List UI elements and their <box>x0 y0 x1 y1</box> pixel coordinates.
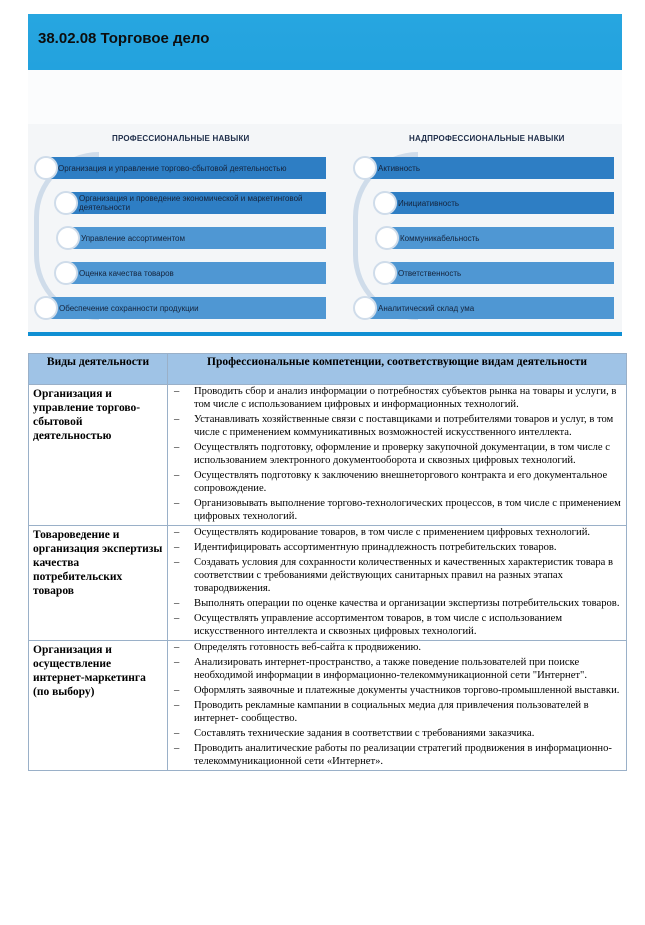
skill-bullet-icon <box>353 296 377 320</box>
professional-skill-label: Оценка качества товаров <box>79 268 174 278</box>
competency-item: – Составлять технические задания в соответствии с требованиями заказчика. <box>172 727 626 740</box>
competencies-cell <box>168 526 627 641</box>
competency-item: – Осуществлять подготовку, оформление и проверку закупочной документации, в том числе с использованием электронного документооборота и сквозных цифровых технологий. <box>172 441 626 467</box>
supra-skill-label: Коммуникабельность <box>400 233 480 243</box>
supra-skill-label: Аналитический склад ума <box>378 303 475 313</box>
competency-item: – Проводить рекламные кампании в социальных медиа для привлечения пользователей в интернет- сообщество. <box>172 699 626 725</box>
competency-item: – Идентифицировать ассортиментную принадлежность потребительских товаров. <box>172 541 626 554</box>
skill-bullet-icon <box>56 226 80 250</box>
competency-item: – Создавать условия для сохранности количественных и качественных характеристик товара в соответствии с требованиями действующих санитарных правил на разных этапах товародвижения. <box>172 556 626 595</box>
banner-blank-strip <box>28 70 622 124</box>
competency-item: – Проводить аналитические работы по реализации стратегий продвижения в информационно-телекоммуникационной сети «Интернет». <box>172 742 626 768</box>
table-row <box>29 641 627 771</box>
competency-item: – Оформлять заявочные и платежные документы участников торгово-промышленной выставки. <box>172 684 626 697</box>
competency-list <box>172 385 626 523</box>
skill-bullet-icon <box>353 156 377 180</box>
supra-skill-label: Ответственность <box>398 268 462 278</box>
professional-skill-label: Организация и управление торгово-сбытовой деятельностью <box>58 163 287 173</box>
professional-skill-bar <box>66 262 326 284</box>
activity-cell: Организация и осуществление интернет-маркетинга (по выбору) <box>29 641 168 771</box>
competencies-cell <box>168 385 627 526</box>
professional-skill-label: Управление ассортиментом <box>81 233 185 243</box>
skill-bullet-icon <box>34 156 58 180</box>
skills-banner <box>28 14 622 336</box>
skill-bullet-icon <box>54 191 78 215</box>
professional-skill-bar <box>66 192 326 214</box>
competencies-cell <box>168 641 627 771</box>
table-header-row <box>29 354 627 385</box>
competency-item: – Осуществлять подготовку к заключению внешнеторгового контракта и его документальное сопровождение. <box>172 469 626 495</box>
competency-item: – Осуществлять управление ассортиментом товаров, в том числе с использованием искусственного интеллекта и сквозных цифровых технологий. <box>172 612 626 638</box>
competency-item: – Анализировать интернет-пространство, а также поведение пользователей при поиске необходимой информации в информационно-телекоммуникационной сети "Интернет". <box>172 656 626 682</box>
professional-skill-bar <box>45 157 326 179</box>
competency-list <box>172 641 626 768</box>
professional-skill-bar <box>68 227 326 249</box>
activity-cell: Организация и управление торгово-сбытовой деятельностью <box>29 385 168 526</box>
competency-item: – Выполнять операции по оценке качества и организации экспертизы потребительских товаров. <box>172 597 626 610</box>
supra-skill-label: Активность <box>378 163 421 173</box>
competency-list <box>172 526 626 638</box>
skill-bullet-icon <box>34 296 58 320</box>
competencies-table <box>28 353 627 771</box>
supra-skill-bar <box>385 262 614 284</box>
competency-item: – Устанавливать хозяйственные связи с поставщиками и потребителями товаров и услуг, в том числе с применением коммуникативных возможностей искусственного интеллекта. <box>172 413 626 439</box>
professional-skills-heading: ПРОФЕССИОНАЛЬНЫЕ НАВЫКИ <box>112 134 250 143</box>
supra-skill-bar <box>365 297 614 319</box>
professional-skill-label: Организация и проведение экономической и маркетинговой деятельности <box>79 194 303 212</box>
supra-skill-bar <box>365 157 614 179</box>
program-title: 38.02.08 Торговое дело <box>38 30 210 47</box>
skill-bullet-icon <box>373 191 397 215</box>
competency-item: – Осуществлять кодирование товаров, в том числе с применением цифровых технологий. <box>172 526 626 539</box>
supra-skill-label: Инициативность <box>398 198 460 208</box>
supra-skills-heading: НАДПРОФЕССИОНАЛЬНЫЕ НАВЫКИ <box>409 134 565 143</box>
supra-skill-bar <box>385 192 614 214</box>
supra-skill-bar <box>387 227 614 249</box>
competency-item: – Проводить сбор и анализ информации о потребностях субъектов рынка на товары и услуги, в том числе с использованием цифровых и информационных технологий. <box>172 385 626 411</box>
activity-cell: Товароведение и организация экспертизы качества потребительских товаров <box>29 526 168 641</box>
competency-item: – Определять готовность веб-сайта к продвижению. <box>172 641 626 654</box>
skill-bullet-icon <box>375 226 399 250</box>
skill-bullet-icon <box>54 261 78 285</box>
table-row <box>29 526 627 641</box>
skills-panel <box>28 124 622 332</box>
table-row <box>29 385 627 526</box>
skill-bullet-icon <box>373 261 397 285</box>
professional-skill-label: Обеспечение сохранности продукции <box>59 303 199 313</box>
competency-item: – Организовывать выполнение торгово-технологических процессов, в том числе с применением цифровых технологий. <box>172 497 626 523</box>
header-competencies: Профессиональные компетенции, соответствующие видам деятельности <box>168 354 627 385</box>
header-activities: Виды деятельности <box>29 354 168 385</box>
professional-skill-bar <box>46 297 326 319</box>
